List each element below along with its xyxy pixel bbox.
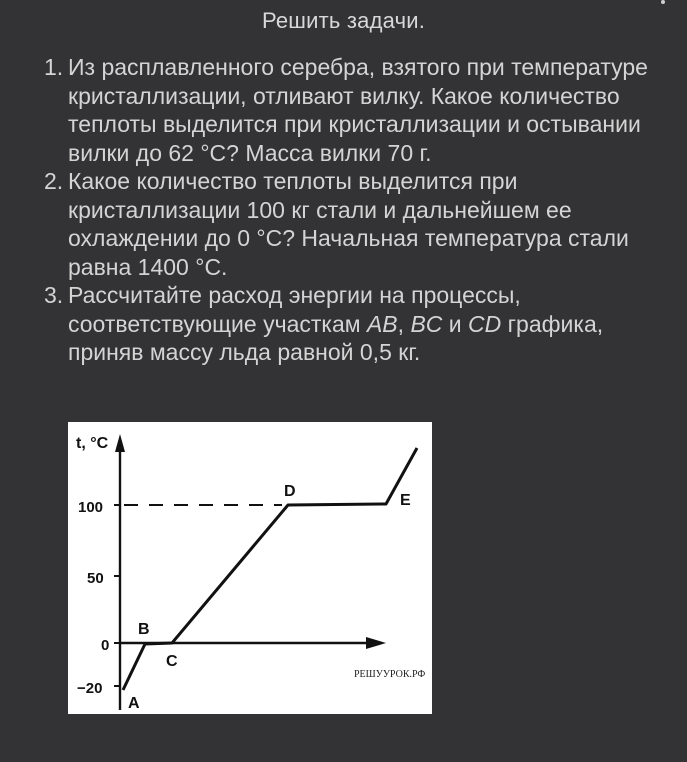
- temperature-graph-svg: [68, 422, 432, 714]
- task-text: Из расплавленного серебра, взятого при температуре кристаллизации, отливают вилку. Какое количество теплоты выделится при кристаллизации и остывании вилки до 62 °С? Масса вилки 70 г.: [68, 54, 648, 166]
- task-number: 3.: [44, 282, 64, 308]
- task-text-separator: и: [442, 310, 469, 337]
- segment-bc-label: BC: [410, 310, 443, 337]
- task-text-after: графика, приняв массу льда равной 0,5 кг.: [68, 310, 604, 365]
- page-title: Решить задачи.: [261, 8, 426, 33]
- task-text-separator: ,: [397, 310, 411, 337]
- task-item-3: [44, 281, 684, 367]
- task-number: 2.: [44, 168, 64, 194]
- y-axis-arrow: [115, 434, 125, 452]
- task-number: 1.: [44, 54, 64, 80]
- task-text: Какое количество теплоты выделится при кристаллизации 100 кг стали и дальнейшем ее охлаждении до 0 °С? Начальная температура стали равна 1400 °С.: [68, 168, 629, 280]
- point-label-e: E: [400, 492, 411, 509]
- segment-ab-label: AB: [366, 310, 398, 337]
- y-axis-label: t, °C: [76, 435, 109, 452]
- task-text: [68, 282, 603, 365]
- y-tick-label-0: 0: [101, 637, 110, 654]
- x-axis-arrow: [366, 637, 386, 649]
- temperature-graph: [68, 422, 432, 714]
- segment-cd-label: CD: [468, 310, 502, 337]
- point-label-d: D: [284, 483, 296, 500]
- task-list: [44, 53, 684, 367]
- task-text-before: Рассчитайте расход энергии на процессы, соответствующие участкам: [68, 282, 521, 337]
- y-tick-label-100: 100: [78, 499, 104, 516]
- y-tick-label-minus-20: −20: [77, 680, 103, 697]
- y-tick-label-50: 50: [87, 570, 104, 587]
- point-label-c: C: [166, 653, 178, 670]
- task-item-1: [44, 53, 684, 167]
- watermark: РЕШУУРОК.РФ: [354, 669, 426, 680]
- point-label-a: A: [128, 695, 140, 712]
- task-item-2: [44, 167, 684, 281]
- point-label-b: B: [138, 621, 150, 638]
